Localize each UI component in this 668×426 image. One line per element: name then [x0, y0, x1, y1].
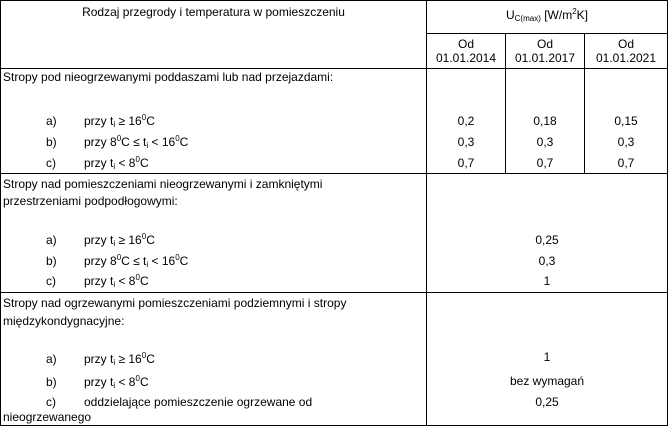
date-2014: 01.01.2014: [435, 51, 497, 65]
s1-row-b-value-2014: 0,3: [457, 135, 475, 149]
s1-row-c-value-2017: 0,7: [536, 156, 554, 170]
s1-row-a-letter: a): [46, 114, 57, 128]
date-od-2017: Od: [536, 37, 553, 51]
u-cmax-header: [427, 8, 667, 22]
column-header-title: Rodzaj przegrody i temperatura w pomieszczeniu: [82, 5, 345, 19]
section1-title: Stropy pod nieogrzewanymi poddaszami lub nad przejazdami:: [3, 70, 334, 84]
section3-title-line1: Stropy nad ogrzewanymi pomieszczeniami podziemnymi i stropy: [3, 296, 347, 310]
s1-row-b-letter: b): [46, 135, 57, 149]
s2-row-a-value: 0,25: [535, 233, 559, 247]
s2-row-c-value: 1: [543, 274, 551, 288]
s3-row-c-value: 0,25: [535, 395, 559, 409]
s1-row-a-value-2014: 0,2: [457, 114, 475, 128]
s3-row-c-text-line1: oddzielające pomieszczenie ogrzewane od: [84, 395, 313, 409]
section2-title-line2: przestrzeniami podpodłogowymi:: [3, 194, 178, 208]
s1-row-a-value-2017: 0,18: [533, 114, 557, 128]
section2-title-line1: Stropy nad pomieszczeniami nieogrzewanymi i zamkniętymi: [3, 177, 323, 191]
s2-row-c-condition: przy $t_i < 8^0C$: [84, 273, 149, 289]
date-od-2014: Od: [457, 37, 474, 51]
s2-row-b-condition: przy $8^0C \le t_i < 16^0C$: [84, 253, 189, 269]
section1-bottom-border: [0, 173, 668, 174]
u-unit-sup: 2: [572, 7, 577, 16]
left-border: [0, 0, 1, 426]
s2-row-b-letter: b): [46, 254, 57, 268]
section2-bottom-border: [0, 292, 668, 293]
s3-row-b-value: bez wymagań: [509, 374, 585, 388]
s1-row-b-condition: przy $8^0C \le t_i < 16^0C$: [84, 134, 189, 150]
u-subscript: C(max): [514, 14, 541, 23]
u-symbol: U: [505, 8, 515, 22]
s2-row-a-letter: a): [46, 233, 57, 247]
s1-row-c-condition: przy $t_i < 8^0C$: [84, 155, 149, 171]
s3-row-a-letter: a): [46, 352, 57, 366]
s1-row-b-value-2017: 0,3: [536, 135, 554, 149]
s3-row-c-letter: c): [46, 395, 56, 409]
s3-row-b-condition: przy $t_i < 8^0C$: [84, 374, 149, 390]
section3-title-line2: międzykondygnacyjne:: [3, 314, 125, 328]
s1-row-a-condition: przy $t_i \ge 16^0C$: [84, 113, 155, 129]
s1-row-c-value-2014: 0,7: [457, 156, 475, 170]
u-unit-pre: [W/m: [544, 8, 573, 22]
s1-row-c-value-2021: 0,7: [617, 156, 635, 170]
s1-row-c-letter: c): [46, 156, 56, 170]
s1-row-b-value-2021: 0,3: [617, 135, 635, 149]
s2-row-b-value: 0,3: [538, 254, 556, 268]
u-unit-post: K]: [576, 8, 589, 22]
date-od-2021: Od: [617, 37, 634, 51]
s2-row-a-condition: przy $t_i \ge 16^0C$: [84, 232, 155, 248]
top-border: [0, 0, 668, 1]
s3-row-a-value: 1: [543, 350, 551, 364]
date-2017: 01.01.2017: [514, 51, 576, 65]
s3-row-a-condition: przy $t_i \ge 16^0C$: [84, 351, 155, 367]
date-2021: 01.01.2021: [595, 51, 657, 65]
s3-row-b-letter: b): [46, 375, 57, 389]
s2-row-c-letter: c): [46, 274, 56, 288]
s1-row-a-value-2021: 0,15: [614, 114, 638, 128]
header-bottom-border: [0, 68, 668, 69]
date-header-separator: [426, 33, 668, 34]
s3-row-c-text-line2: nieogrzewanego: [3, 410, 92, 424]
